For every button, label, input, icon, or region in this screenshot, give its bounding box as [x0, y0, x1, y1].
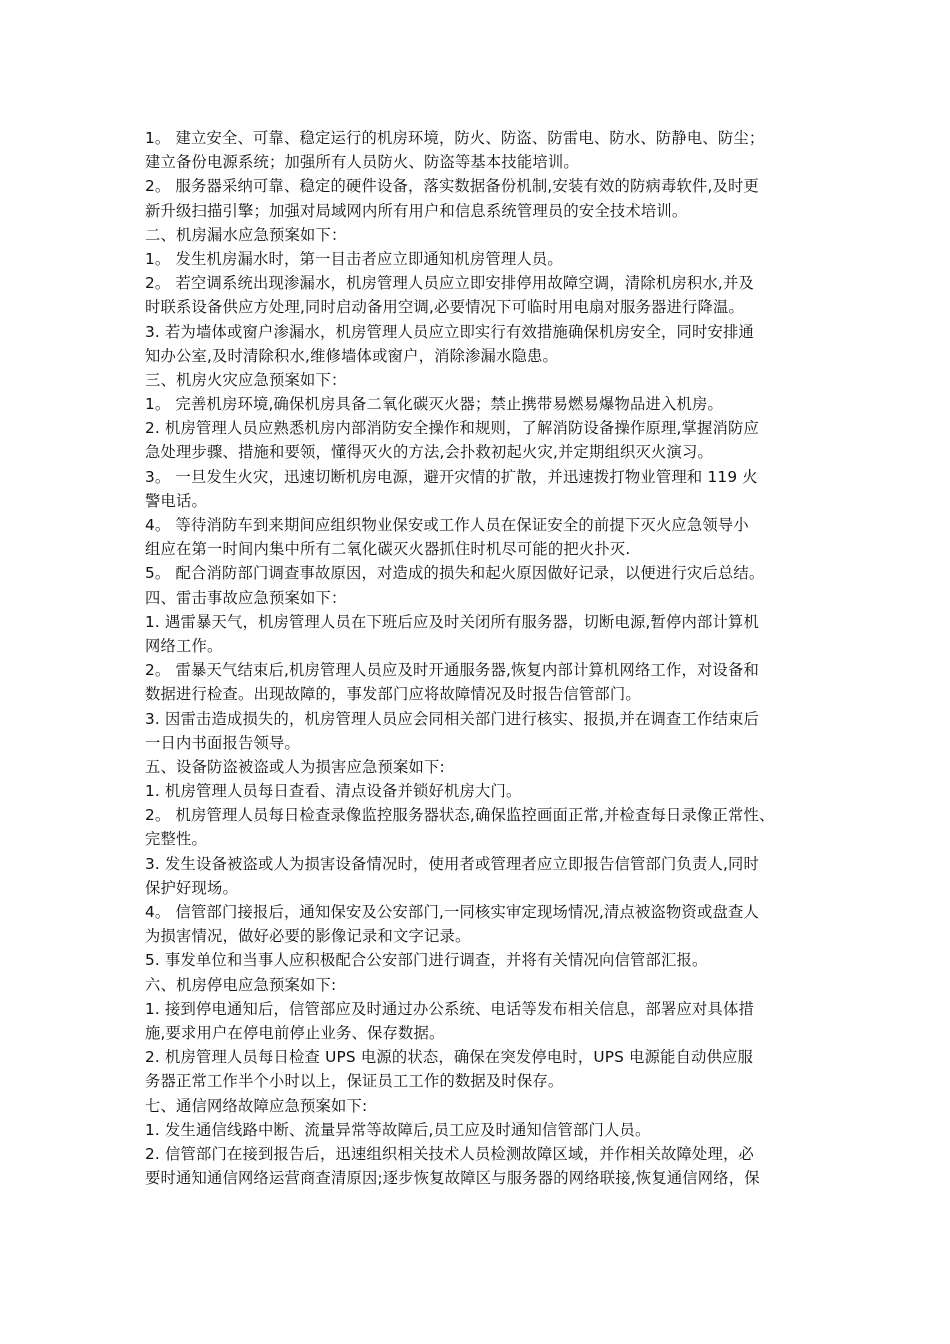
text-line: 时联系设备供应方处理,同时启动备用空调,必要情况下可临时用电扇对服务器进行降温。 — [145, 298, 745, 317]
text-line: 为损害情况，做好必要的影像记录和文字记录。 — [145, 927, 471, 946]
text-line: 保护好现场。 — [145, 878, 238, 897]
text-line: 网络工作。 — [145, 636, 223, 655]
text-line: 要时通知通信网络运营商查清原因;逐步恢复故障区与服务器的网络联接,恢复通信网络，保 — [145, 1169, 760, 1188]
text-line: 3. 发生设备被盗或人为损害设备情况时，使用者或管理者应立即报告信管部门负责人,同时 — [145, 854, 760, 873]
text-line: 组应在第一时间内集中所有二氧化碳灭火器抓住时机尽可能的把火扑灭. — [145, 540, 631, 559]
text-line: 2. 信管部门在接到报告后，迅速组织相关技术人员检测故障区域，并作相关故障处理，必 — [145, 1144, 754, 1163]
text-line: 4。 信管部门接报后，通知保安及公安部门,一同核实审定现场情况,清点被盗物资或盘查人 — [145, 903, 760, 921]
text-line: 3。 一旦发生火灾，迅速切断机房电源，避开灾情的扩散，并迅速拨打物业管理和 119 火 — [145, 467, 758, 486]
text-line: 五、设备防盗被盗或人为损害应急预案如下: — [145, 757, 445, 776]
text-line: 务器正常工作半个小时以上，保证员工工作的数据及时保存。 — [145, 1072, 564, 1091]
text-line: 4。 等待消防车到来期间应组织物业保安或工作人员在保证安全的前提下灭火应急领导小 — [145, 516, 749, 534]
text-line: 2。 机房管理人员每日检查录像监控服务器状态,确保监控画面正常,并检查每日录像正常性、 — [145, 806, 775, 825]
text-line: 1. 接到停电通知后，信管部应及时通过办公系统、电话等发布相关信息，部署应对具体措 — [145, 999, 754, 1018]
text-line: 三、机房火灾应急预案如下： — [145, 370, 347, 389]
text-line: 四、雷击事故应急预案如下： — [145, 588, 347, 607]
document-body — [145, 126, 817, 1190]
text-line: 1。 发生机房漏水时，第一目击者应立即通知机房管理人员。 — [145, 249, 563, 268]
text-line: 建立备份电源系统；加强所有人员防火、防盗等基本技能培训。 — [145, 153, 579, 172]
text-line: 5. 事发单位和当事人应积极配合公安部门进行调查，并将有关情况向信管部汇报。 — [145, 951, 708, 970]
text-line: 数据进行检查。出现故障的，事发部门应将故障情况及时报告信管部门。 — [145, 685, 641, 704]
text-line: 1。 建立安全、可靠、稳定运行的机房环境，防火、防盗、防雷电、防水、防静电、防尘； — [145, 129, 765, 147]
text-line: 完整性。 — [145, 830, 207, 849]
text-line: 1. 遇雷暴天气，机房管理人员在下班后应及时关闭所有服务器，切断电源,暂停内部计算机 — [145, 612, 760, 631]
text-line: 七、通信网络故障应急预案如下: — [145, 1096, 368, 1115]
text-line: 一日内书面报告领导。 — [145, 733, 300, 752]
text-line: 2. 机房管理人员应熟悉机房内部消防安全操作和规则，了解消防设备操作原理,掌握消防应 — [145, 419, 760, 438]
text-line: 2。 雷暴天气结束后,机房管理人员应及时开通服务器,恢复内部计算机网络工作，对设备和 — [145, 661, 760, 680]
text-line: 1. 机房管理人员每日查看、清点设备并锁好机房大门。 — [145, 782, 522, 801]
text-line: 知办公室,及时清除积水,维修墙体或窗户，消除渗漏水隐患。 — [145, 346, 559, 365]
text-line: 六、机房停电应急预案如下: — [145, 975, 337, 994]
text-line: 急处理步骤、措施和要领，懂得灭火的方法,会扑救初起火灾,并定期组织灭火演习。 — [145, 443, 714, 462]
text-line: 二、机房漏水应急预案如下： — [145, 225, 347, 244]
text-line: 警电话。 — [145, 491, 207, 510]
text-line: 2. 机房管理人员每日检查 UPS 电源的状态，确保在突发停电时，UPS 电源能自动供应服 — [145, 1048, 754, 1067]
text-line: 1. 发生通信线路中断、流量异常等故障后,员工应及时通知信管部门人员。 — [145, 1120, 651, 1139]
text-line: 5。 配合消防部门调查事故原因，对造成的损失和起火原因做好记录，以便进行灾后总结。 — [145, 564, 765, 583]
text-line: 施,要求用户在停电前停止业务、保存数据。 — [145, 1023, 445, 1042]
text-line: 1。 完善机房环境,确保机房具备二氧化碳灭火器；禁止携带易燃易爆物品进入机房。 — [145, 395, 723, 414]
text-line: 新升级扫描引擎；加强对局域网内所有用户和信息系统管理员的安全技术培训。 — [145, 201, 688, 220]
text-line: 2。 若空调系统出现渗漏水，机房管理人员应立即安排停用故障空调，清除机房积水,并及 — [145, 274, 754, 293]
text-line: 3. 若为墙体或窗户渗漏水，机房管理人员应立即实行有效措施确保机房安全，同时安排通 — [145, 322, 754, 341]
text-line: 3. 因雷击造成损失的，机房管理人员应会同相关部门进行核实、报损,并在调查工作结束后 — [145, 709, 760, 728]
text-line: 2。 服务器采纳可靠、稳定的硬件设备，落实数据备份机制,安装有效的防病毒软件,及时更 — [145, 177, 760, 196]
